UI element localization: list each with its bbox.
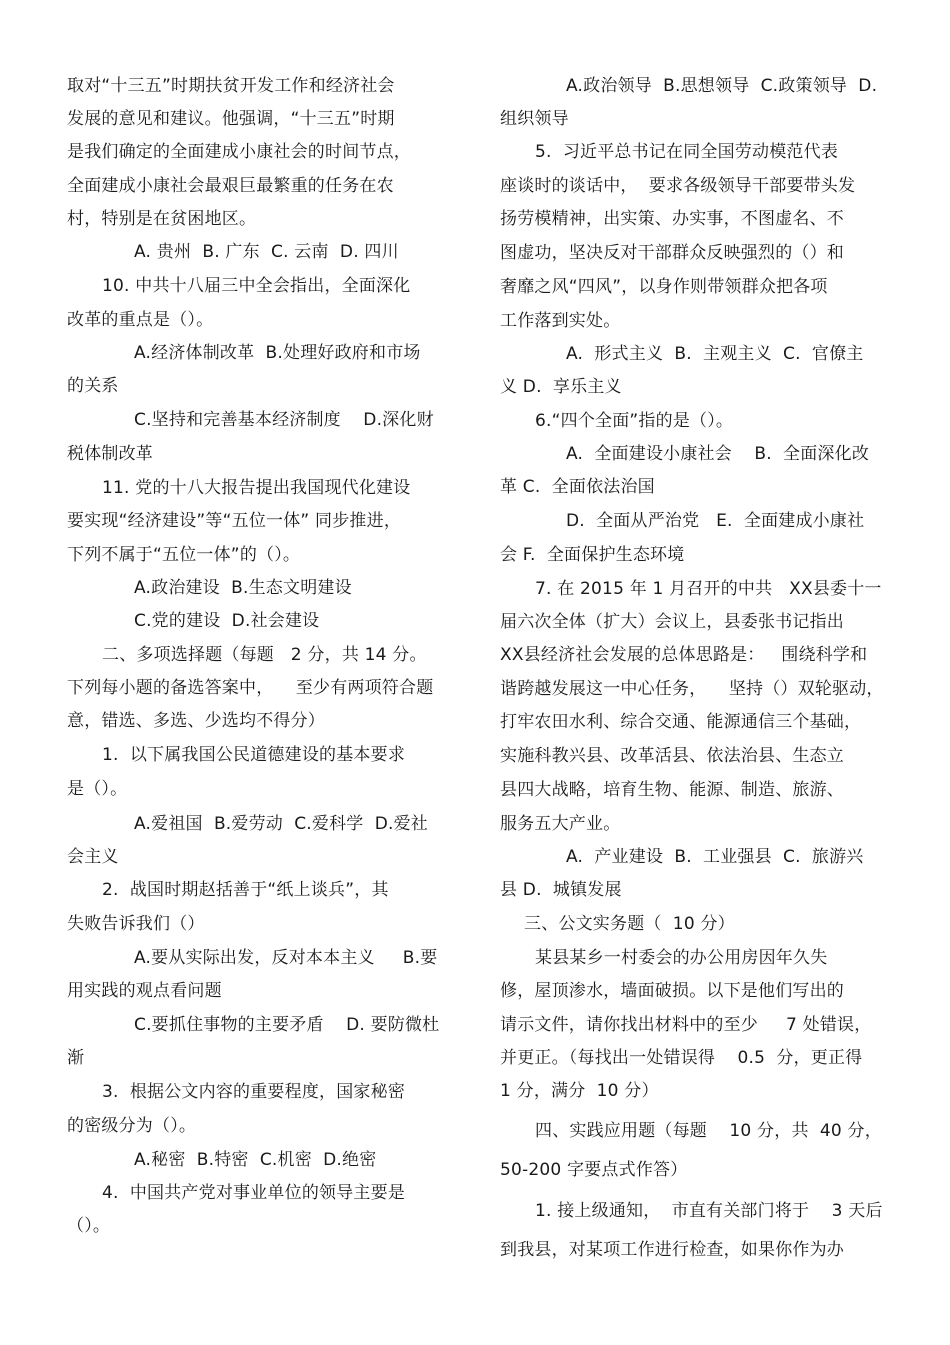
left-column-text-line: A. 贵州 B. 广东 C. 云南 D. 四川: [134, 242, 399, 262]
left-column-text-line: A.要从实际出发，反对本本主义 B.要: [134, 948, 438, 968]
right-column-text-line: 工作落到实处。: [500, 311, 621, 331]
right-column-text-line: 图虚功，坚决反对干部群众反映强烈的（）和: [500, 243, 844, 263]
right-column-text-line: 50-200 字要点式作答）: [500, 1160, 688, 1180]
right-column-text-line: 会 F. 全面保护生态环境: [500, 545, 685, 565]
right-column-text-line: A. 产业建设 B. 工业强县 C. 旅游兴: [566, 847, 864, 867]
left-column-text-line: 11. 党的十八大报告提出我国现代化建设: [102, 478, 411, 498]
left-column-text-line: 4. 中国共产党对事业单位的领导主要是: [102, 1183, 406, 1203]
left-column-text-line: 税体制改革: [67, 444, 153, 464]
right-column-text-line: 请示文件，请你找出材料中的至少 7 处错误，: [500, 1015, 872, 1035]
left-column-text-line: 下列每小题的备选答案中， 至少有两项符合题: [67, 678, 434, 698]
left-column-text-line: 下列不属于“五位一体”的（）。: [67, 545, 301, 565]
left-column-text-line: A.爱祖国 B.爱劳动 C.爱科学 D.爱社: [134, 814, 428, 834]
right-column-text-line: A. 形式主义 B. 主观主义 C. 官僚主: [566, 344, 864, 364]
left-column-text-line: 的关系: [67, 376, 119, 396]
left-column-text-line: C.党的建设 D.社会建设: [134, 611, 320, 631]
right-column-text-line: A. 全面建设小康社会 B. 全面深化改: [566, 444, 870, 464]
right-column-text-line: 6.“四个全面”指的是（）。: [535, 411, 734, 431]
right-column-text-line: 县四大战略，培育生物、能源、制造、旅游、: [500, 780, 844, 800]
right-column-text-line: 四、实践应用题（每题 10 分，共 40 分，: [535, 1121, 882, 1141]
left-column-text-line: 全面建成小康社会最艰巨最繁重的任务在农: [67, 176, 394, 196]
left-column-text-line: A.秘密 B.特密 C.机密 D.绝密: [134, 1150, 377, 1170]
left-column-text-line: C.坚持和完善基本经济制度 D.深化财: [134, 410, 434, 430]
left-column-text-line: 会主义: [67, 847, 119, 867]
left-column-text-line: 1. 以下属我国公民道德建设的基本要求: [102, 745, 406, 765]
right-column-text-line: 1 分，满分 10 分）: [500, 1081, 659, 1101]
left-column-text-line: C.要抓住事物的主要矛盾 D. 要防微杜: [134, 1015, 440, 1035]
right-column-text-line: 扬劳模精神，出实策、办实事，不图虚名、不: [500, 209, 844, 229]
left-column-text-line: 用实践的观点看问题: [67, 981, 222, 1001]
right-column-text-line: D. 全面从严治党 E. 全面建成小康社: [566, 511, 865, 531]
left-column-text-line: 要实现“经济建设”等“五位一体” 同步推进，: [67, 511, 402, 531]
left-column-text-line: 10. 中共十八届三中全会指出，全面深化: [102, 276, 411, 296]
right-column-text-line: 县 D. 城镇发展: [500, 880, 622, 900]
left-column-text-line: （）。: [67, 1216, 111, 1236]
right-column-text-line: 届六次全体（扩大）会议上，县委张书记指出: [500, 612, 844, 632]
right-column-text-line: 义 D. 享乐主义: [500, 377, 622, 397]
left-column-text-line: 2. 战国时期赵括善于“纸上谈兵”，其: [102, 880, 389, 900]
left-column-text-line: 失败告诉我们（）: [67, 914, 205, 934]
right-column-text-line: 某县某乡一村委会的办公用房因年久失: [535, 948, 828, 968]
left-column-text-line: 发展的意见和建议。他强调，“十三五”时期: [67, 109, 395, 129]
right-column-text-line: 革 C. 全面依法治国: [500, 477, 655, 497]
right-column-text-line: 1. 接上级通知， 市直有关部门将于 3 天后: [535, 1201, 883, 1221]
right-column-text-line: XX县经济社会发展的总体思路是： 围绕科学和: [500, 645, 868, 665]
right-column-text-line: 5. 习近平总书记在同全国劳动模范代表: [535, 142, 839, 162]
right-column-text-line: 7. 在 2015 年 1 月召开的中共 XX县委十一: [535, 579, 882, 599]
right-column-text-line: 三、公文实务题（ 10 分）: [524, 914, 735, 934]
right-column-text-line: 奢靡之风“四风”，以身作则带领群众把各项: [500, 277, 828, 297]
left-column-text-line: 意，错选、多选、少选均不得分）: [67, 711, 325, 731]
left-column-text-line: 的密级分为（）。: [67, 1116, 197, 1136]
right-column-text-line: 服务五大产业。: [500, 814, 621, 834]
right-column-text-line: 修，屋顶渗水，墙面破损。以下是他们写出的: [500, 981, 844, 1001]
right-column-text-line: 并更正。（每找出一处错误得 0.5 分，更正得: [500, 1048, 863, 1068]
right-column-text-line: 组织领导: [500, 109, 569, 129]
left-column-text-line: A.政治建设 B.生态文明建设: [134, 578, 352, 598]
right-column-text-line: 打牢农田水利、综合交通、能源通信三个基础，: [500, 712, 862, 732]
left-column-text-line: 二、多项选择题（每题 2 分，共 14 分。: [102, 645, 427, 665]
right-column-text-line: A.政治领导 B.思想领导 C.政策领导 D.: [566, 76, 878, 96]
left-column-text-line: 渐: [67, 1048, 85, 1068]
left-column-text-line: 改革的重点是（）。: [67, 310, 214, 330]
left-column-text-line: 3. 根据公文内容的重要程度，国家秘密: [102, 1082, 406, 1102]
right-column-text-line: 到我县，对某项工作进行检查，如果你作为办: [500, 1240, 844, 1260]
right-column-text-line: 谐跨越发展这一中心任务， 坚持（）双轮驱动，: [500, 679, 884, 699]
left-column-text-line: 是（）。: [67, 779, 128, 799]
left-column-text-line: A.经济体制改革 B.处理好政府和市场: [134, 343, 421, 363]
left-column-text-line: 村，特别是在贫困地区。: [67, 209, 257, 229]
left-column-text-line: 是我们确定的全面建成小康社会的时间节点，: [67, 142, 411, 162]
left-column-text-line: 取对“十三五”时期扶贫开发工作和经济社会: [67, 76, 395, 96]
right-column-text-line: 座谈时的谈话中， 要求各级领导干部要带头发: [500, 176, 856, 196]
right-column-text-line: 实施科教兴县、改革活县、依法治县、生态立: [500, 746, 844, 766]
